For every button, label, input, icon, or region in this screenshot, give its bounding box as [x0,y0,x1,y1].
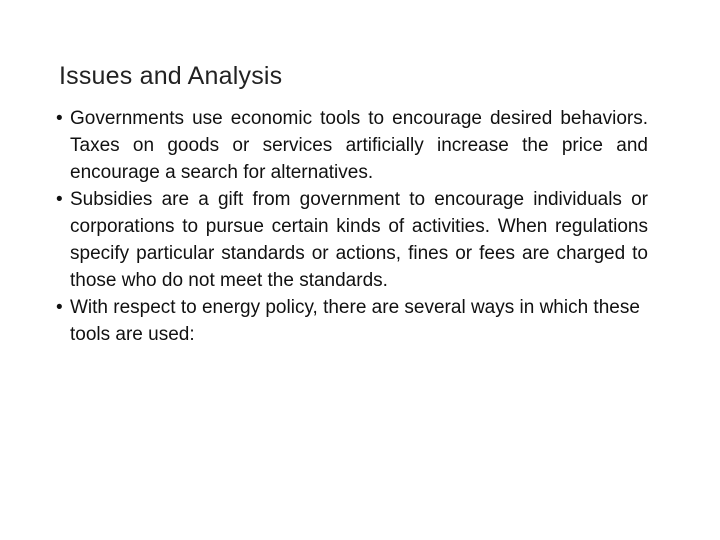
bullet-dot-icon: • [56,189,63,210]
bullet-item [56,186,648,294]
bullet-item [56,105,648,186]
slide-title: Issues and Analysis [59,62,283,90]
bullet-text: Governments use economic tools to encourage desired behaviors. Taxes on goods or services artificially increase the price and encourage a search for alternatives. [70,108,648,183]
bullet-list [56,105,648,348]
bullet-dot-icon: • [56,108,63,129]
bullet-text: With respect to energy policy, there are several ways in which these tools are used: [70,297,640,345]
bullet-text: Subsidies are a gift from government to encourage individuals or corporations to pursue certain kinds of activities. When regulations specify particular standards or actions, fines or fees are charged to those who do not meet the standards. [70,189,648,291]
bullet-item [56,294,648,348]
bullet-dot-icon: • [56,297,63,318]
